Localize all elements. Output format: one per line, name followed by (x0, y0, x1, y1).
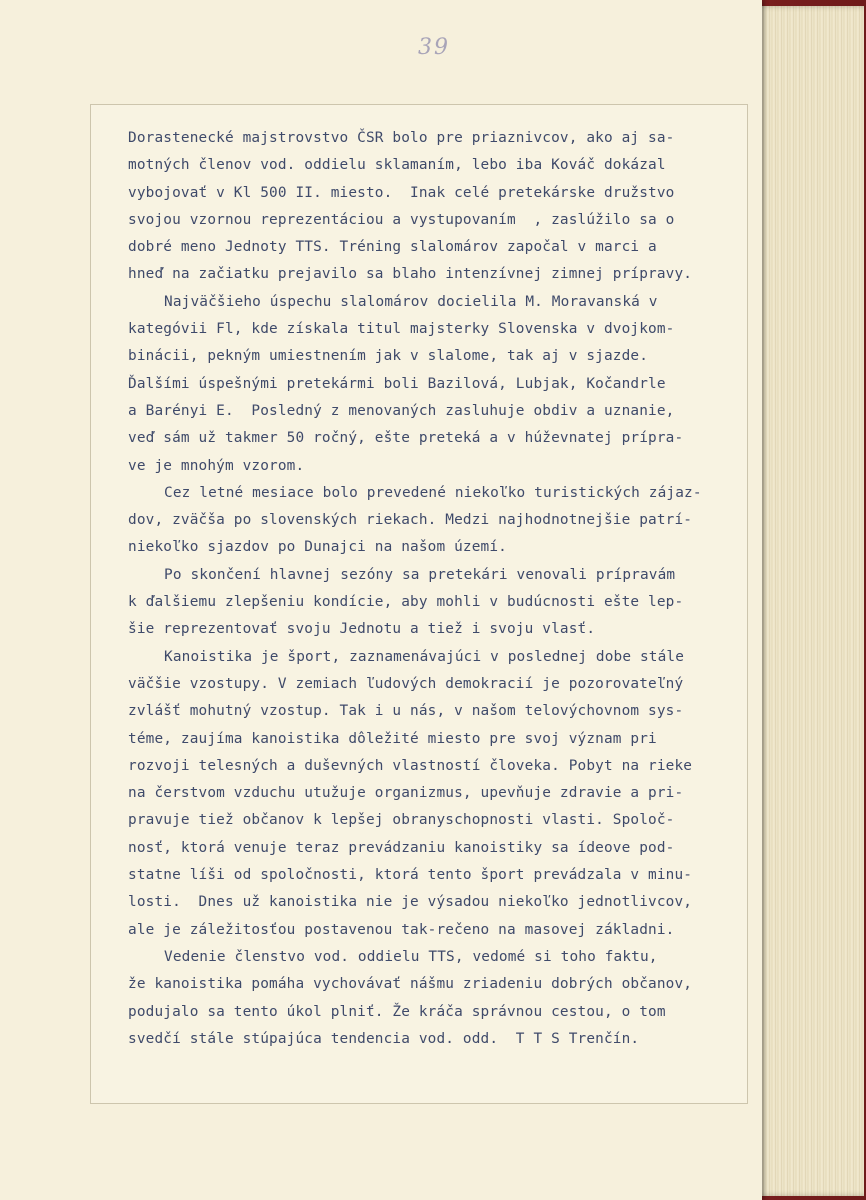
text-line: téme, zaujíma kanoistika dôležité miesto pre svoj význam pri (128, 730, 657, 747)
text-line: k ďalšiemu zlepšeniu kondície, aby mohli v budúcnosti ešte lep- (128, 594, 684, 611)
text-line: že kanoistika pomáha vychovávať nášmu zriadeniu dobrých občanov, (128, 976, 693, 993)
typed-sheet (90, 104, 748, 1104)
text-line: motných členov vod. oddielu sklamaním, lebo iba Kováč dokázal (128, 157, 666, 174)
page-edges (758, 6, 864, 1196)
text-line: podujalo sa tento úkol plniť. Že kráča správnou cestou, o tom (128, 1003, 666, 1020)
text-line: rozvoji telesných a duševných vlastností človeka. Pobyt na rieke (128, 757, 693, 774)
text-line: vybojovať v Kl 500 II. miesto. Inak celé pretekárske družstvo (128, 184, 675, 201)
text-line: Ďalšími úspešnými pretekármi boli Bazilová, Lubjak, Kočandrle (128, 375, 666, 392)
paragraph (128, 562, 748, 644)
text-line: nosť, ktorá venuje teraz prevádzaniu kanoistiky sa ídeove pod- (128, 839, 675, 856)
text-line: dobré meno Jednoty TTS. Tréning slalomárov započal v marci a (128, 239, 657, 256)
text-line: Kanoistika je šport, zaznamenávajúci v poslednej dobe stále (164, 648, 685, 665)
text-line: kategóvii Fl, kde získala titul majsterky Slovenska v dvojkom- (128, 321, 675, 338)
text-line: šie reprezentovať svoju Jednotu a tiež i svoju vlasť. (128, 621, 596, 638)
paragraph (128, 289, 748, 480)
text-line: svojou vzornou reprezentáciou a vystupovaním , zaslúžilo sa o (128, 211, 675, 228)
text-line: Vedenie členstvo vod. oddielu TTS, vedomé si toho faktu, (164, 948, 658, 965)
text-line: losti. Dnes už kanoistika nie je výsadou niekoľko jednotlivcov, (128, 894, 693, 911)
text-line: pravuje tiež občanov k lepšej obranyschopnosti vlasti. Spoloč- (128, 812, 675, 829)
text-line: veď sám už takmer 50 ročný, ešte preteká a v húževnatej prípra- (128, 430, 684, 447)
text-line: Najväčšieho úspechu slalomárov docielila M. Moravanská v (164, 293, 658, 310)
text-line: binácii, pekným umiestnením jak v slalome, tak aj v sjazde. (128, 348, 649, 365)
text-line: Dorastenecké majstrovstvo ČSR bolo pre priaznivcov, ako aj sa- (128, 130, 675, 146)
text-line: statne líši od spoločnosti, ktorá tento šport prevádzala v minu- (128, 867, 693, 884)
text-line: hneď na začiatku prejavilo sa blaho intenzívnej zimnej prípravy. (128, 266, 693, 283)
text-line: na čerstvom vzduchu utužuje organizmus, upevňuje zdravie a pri- (128, 785, 684, 802)
text-line: svedčí stále stúpajúca tendencia vod. odd. T T S Trenčín. (128, 1030, 640, 1047)
text-line: Cez letné mesiace bolo prevedené niekoľko turistických zájaz- (164, 484, 702, 501)
text-line: zvlášť mohutný vzostup. Tak i u nás, v našom telovýchovnom sys- (128, 703, 684, 720)
page-number: 39 (418, 35, 450, 60)
text-line: dov, zväčša po slovenských riekach. Medzi najhodnotnejšie patrí- (128, 512, 693, 529)
body-text (128, 125, 748, 1053)
text-line: väčšie vzostupy. V zemiach ľudových demokracií je pozorovateľný (128, 675, 684, 692)
text-line: ale je záležitosťou postavenou tak-rečeno na masovej základni. (128, 921, 675, 938)
paragraph (128, 944, 748, 1053)
paragraph (128, 644, 748, 944)
text-line: ve je mnohým vzorom. (128, 457, 305, 474)
paragraph (128, 125, 748, 289)
text-line: Po skončení hlavnej sezóny sa pretekári venovali prípravám (164, 566, 676, 583)
text-line: a Barényi E. Posledný z menovaných zasluhuje obdiv a uznanie, (128, 402, 675, 419)
paragraph (128, 480, 748, 562)
text-line: niekoľko sjazdov po Dunajci na našom území. (128, 539, 507, 556)
